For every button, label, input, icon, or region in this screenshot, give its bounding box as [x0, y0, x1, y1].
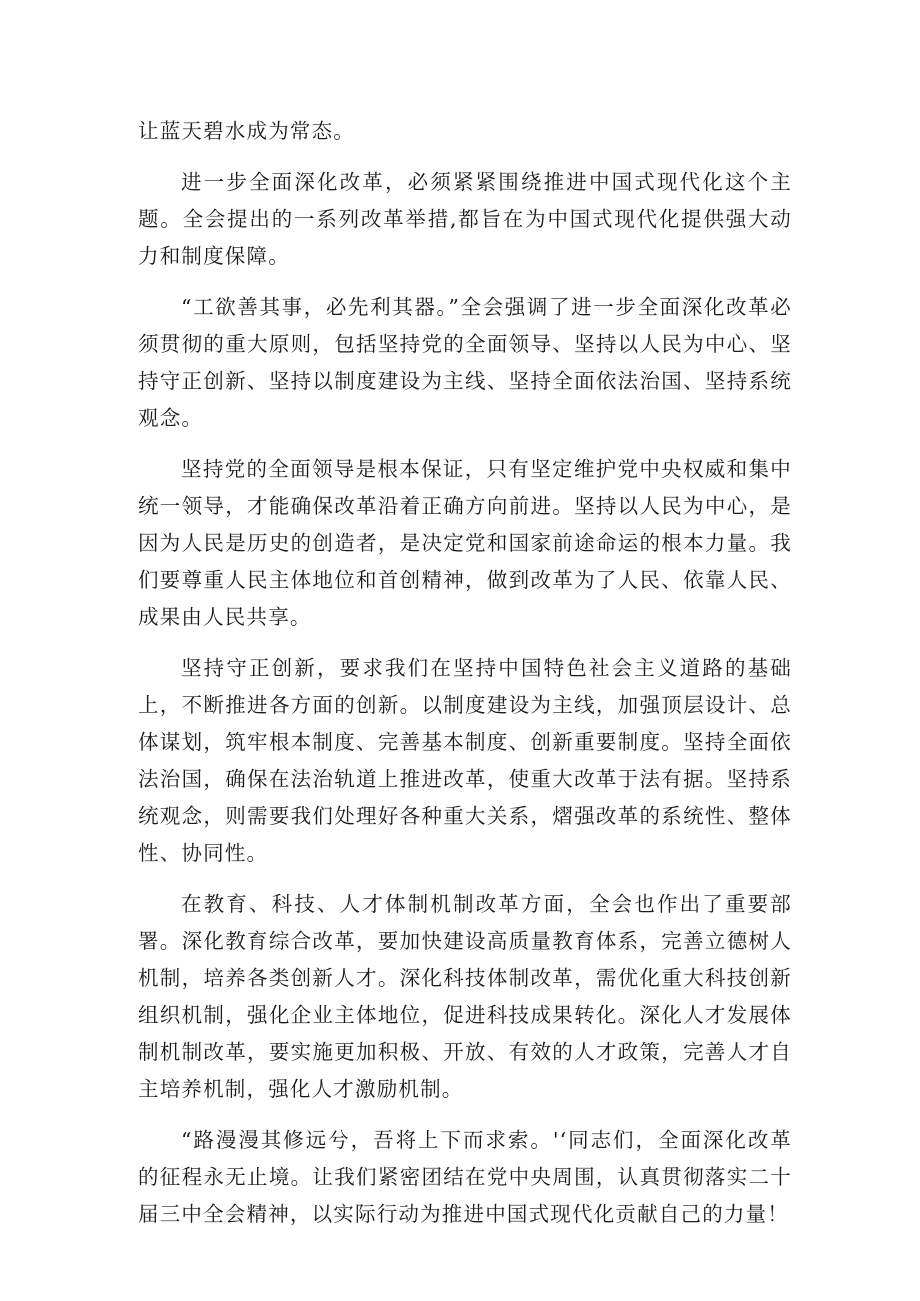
- document-body: [138, 113, 792, 1233]
- paragraph-4: 坚持党的全面领导是根本保证，只有坚定维护党中央权威和集中统一领导，才能确保改革沿着正确方向前进。坚持以人民为中心，是因为人民是历史的创造者，是决定党和国家前途命运的根本力量。我们要尊重人民主体地位和首创精神，做到改革为了人民、依靠人民、成果由人民共享。: [138, 457, 792, 629]
- paragraph-2: 进一步全面深化改革，必须紧紧围绕推进中国式现代化这个主题。全会提出的一系列改革举措,都旨在为中国式现代化提供强大动力和制度保障。: [138, 170, 792, 268]
- paragraph-5: 坚持守正创新，要求我们在坚持中国特色社会主义道路的基础上，不断推进各方面的创新。以制度建设为主线，加强顶层设计、总体谋划，筑牢根本制度、完善基本制度、创新重要制度。坚持全面依法治国，确保在法治轨道上推进改革，使重大改革于法有据。坚持系统观念，则需要我们处理好各种重大关系，熠强改革的系统性、整体性、协同性。: [138, 656, 792, 865]
- paragraph-6: 在教育、科技、人才体制机制改革方面，全会也作出了重要部署。深化教育综合改革，要加快建设高质量教育体系，完善立德树人机制，培养各类创新人才。深化科技体制改革，需优化重大科技创新组织机制，强化企业主体地位，促进科技成果转化。深化人才发展体制机制改革，要实施更加积极、开放、有效的人才政策，完善人才自主培养机制，强化人才激励机制。: [138, 892, 792, 1101]
- paragraph-3: “工欲善其事，必先利其器。”全会强调了进一步全面深化改革必须贯彻的重大原则，包括坚持党的全面领导、坚持以人民为中心、坚持守正创新、坚持以制度建设为主线、坚持全面依法治国、坚持系统观念。: [138, 295, 792, 430]
- paragraph-7: “路漫漫其修远兮，吾将上下而求索。'‘同志们，全面深化改革的征程永无止境。让我们紧密团结在党中央周围，认真贯彻落实二十届三中全会精神，以实际行动为推进中国式现代化贡献自己的力量！: [138, 1128, 792, 1226]
- paragraph-1: 让蓝天碧水成为常态。: [138, 119, 355, 143]
